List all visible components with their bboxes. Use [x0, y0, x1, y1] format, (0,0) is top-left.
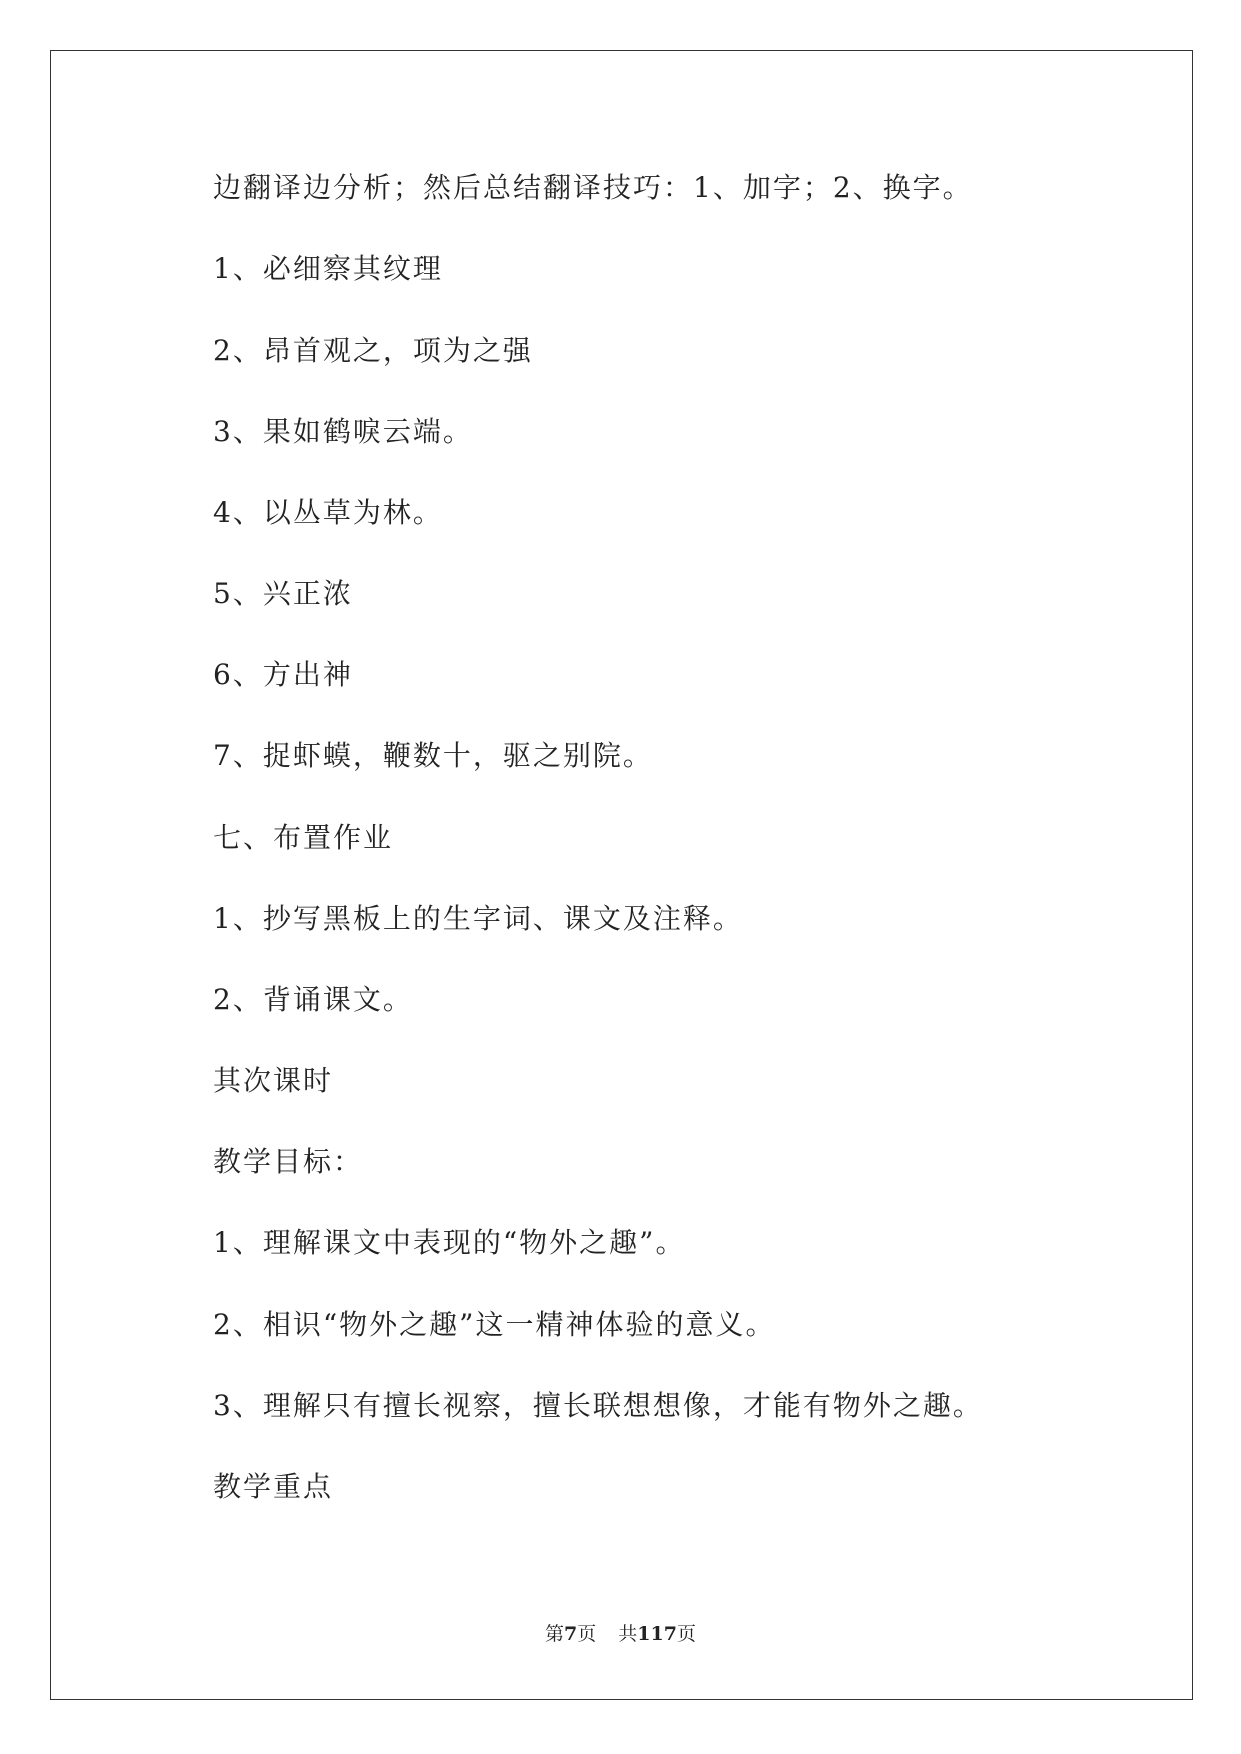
text-line: 5、兴正浓: [213, 577, 353, 610]
text-line: 1、必细察其纹理: [213, 252, 443, 285]
text-line: 1、抄写黑板上的生字词、课文及注释。: [213, 902, 743, 935]
text-line: 7、捉虾蟆，鞭数十，驱之别院。: [213, 739, 653, 772]
footer-total-prefix: 共: [618, 1623, 638, 1645]
section-heading: 教学重点: [213, 1470, 334, 1503]
footer-total-suffix: 页: [676, 1623, 696, 1645]
footer-page-suffix: 页: [577, 1623, 597, 1645]
text-line: 4、以丛草为林。: [213, 496, 443, 529]
text-line: 1、理解课文中表现的“物外之趣”。: [213, 1226, 686, 1259]
section-heading: 七、布置作业: [213, 821, 394, 854]
footer-page-number: 7: [564, 1623, 578, 1645]
text-line: 2、昂首观之，项为之强: [213, 334, 533, 367]
text-line: 6、方出神: [213, 658, 353, 691]
text-line: 3、果如鹤唳云端。: [213, 415, 473, 448]
text-line: 2、相识“物外之趣”这一精神体验的意义。: [213, 1308, 776, 1341]
footer-total-pages: 117: [637, 1623, 677, 1645]
text-line: 3、理解只有擅长视察，擅长联想想像，才能有物外之趣。: [213, 1389, 983, 1422]
text-line: 2、背诵课文。: [213, 983, 413, 1016]
text-line: 边翻译边分析；然后总结翻译技巧：1、加字；2、换字。: [213, 171, 973, 204]
section-heading: 教学目标：: [213, 1145, 364, 1178]
page-border: [50, 50, 1193, 1700]
footer-page-prefix: 第: [545, 1623, 565, 1645]
page-footer: [0, 1622, 1241, 1646]
section-heading: 其次课时: [213, 1064, 334, 1097]
